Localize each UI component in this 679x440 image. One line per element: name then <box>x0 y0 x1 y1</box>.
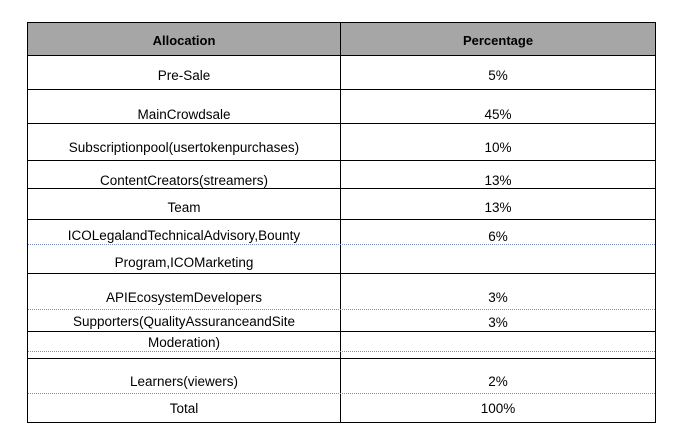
row-divider <box>28 393 655 394</box>
header-allocation: Allocation <box>152 33 216 48</box>
allocation-cell-continued: Program,ICOMarketing <box>114 255 254 270</box>
row-divider <box>28 358 655 359</box>
allocation-cell: MainCrowdsale <box>137 107 231 122</box>
percentage-cell: 13% <box>484 173 512 188</box>
percentage-cell: 5% <box>488 68 508 83</box>
percentage-cell: 6% <box>488 229 508 244</box>
percentage-cell: 10% <box>484 140 512 155</box>
total-percentage: 100% <box>480 401 516 416</box>
percentage-cell: 45% <box>484 107 512 122</box>
row-divider <box>28 188 655 189</box>
row-divider <box>28 89 655 90</box>
allocation-cell: Team <box>167 200 201 215</box>
allocation-cell: ICOLegalandTechnicalAdvisory,Bounty <box>67 228 301 243</box>
row-divider <box>28 351 655 352</box>
table-bottom-border <box>28 422 655 423</box>
allocation-cell-continued: Moderation) <box>147 335 221 350</box>
allocation-cell: Pre-Sale <box>157 68 211 83</box>
percentage-cell: 3% <box>488 315 508 330</box>
allocation-cell: Subscriptionpool(usertokenpurchases) <box>68 140 300 155</box>
percentage-cell: 2% <box>488 374 508 389</box>
table-header <box>28 23 655 56</box>
row-divider <box>28 309 655 310</box>
column-divider <box>340 23 341 423</box>
allocation-table <box>27 22 656 423</box>
header-percentage: Percentage <box>462 33 534 48</box>
row-divider <box>28 273 655 274</box>
row-divider <box>28 160 655 161</box>
allocation-cell: ContentCreators(streamers) <box>99 173 269 188</box>
allocation-cell: Learners(viewers) <box>129 374 239 389</box>
row-divider <box>28 219 655 220</box>
row-divider <box>28 123 655 124</box>
allocation-cell: Supporters(QualityAssuranceandSite <box>72 314 296 329</box>
percentage-cell: 3% <box>488 290 508 305</box>
row-divider <box>28 331 655 332</box>
percentage-cell: 13% <box>484 200 512 215</box>
total-label: Total <box>169 401 199 416</box>
row-divider <box>28 244 655 245</box>
allocation-cell: APIEcosystemDevelopers <box>105 290 263 305</box>
